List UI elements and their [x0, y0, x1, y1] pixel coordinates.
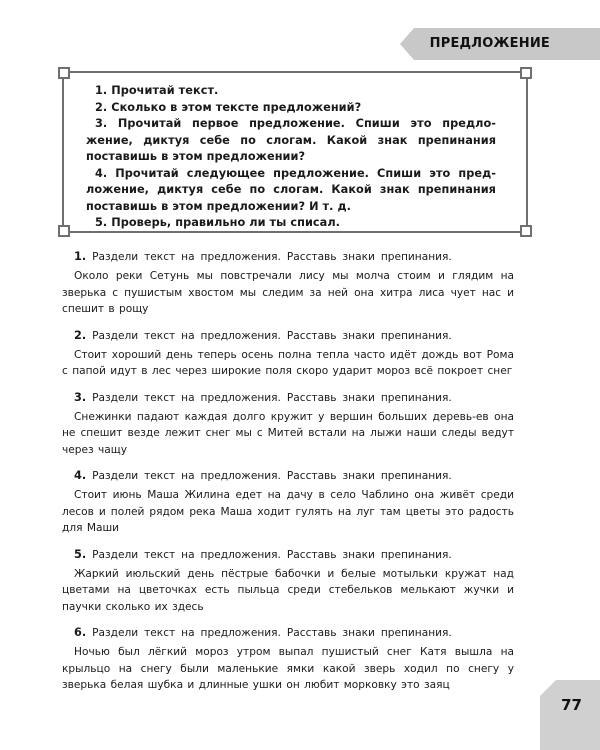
page-number: 77 [561, 696, 582, 714]
instruction-item: 5. Проверь, правильно ли ты списал. [95, 216, 341, 229]
instruction-item: 3. Прочитай первое предложение. Спиши это предло-жение, диктуя себе по слогам. Какой знак препинания поставишь в этом предложении? [86, 117, 496, 163]
exercise-number: 5. [74, 547, 87, 561]
exercise-number: 3. [74, 390, 87, 404]
exercise-number: 1. [74, 250, 87, 263]
instruction-item: 1. Прочитай текст. [95, 84, 219, 97]
exercise-task-text: Раздели текст на предложения. Расставь знаки препинания. [92, 548, 452, 561]
exercise [62, 547, 514, 616]
exercise-task [62, 625, 514, 641]
page-number-tab [540, 680, 600, 750]
frame-corner-decoration [520, 67, 532, 79]
exercise-text: Стоит июнь Маша Жилина едет на дачу в село Чаблино она живёт среди лесов и полей рядом река Маша ходит гулять на луг там цветы это радость для Маши [62, 489, 514, 534]
exercise [62, 390, 514, 459]
exercise-text: Ночью был лёгкий мороз утром выпал пушистый снег Катя вышла на крыльцо на снегу были маленькие ямки какой зверь ходил по снегу у зверька белая шубка и длинные ушки он любит морковку это заяц [62, 646, 514, 691]
exercise-text: Жаркий июльский день пёстрые бабочки и белые мотыльки кружат над цветами на цветочках есть пыльца среди стебельков мелькают жучки и паучки сколько их здесь [62, 567, 514, 613]
exercises-section [62, 249, 514, 704]
frame-corner-decoration [58, 225, 70, 237]
instructions-list [86, 83, 496, 232]
instruction-item: 2. Сколько в этом тексте предложений? [95, 100, 362, 114]
exercise [62, 249, 514, 318]
exercise-text: Снежинки падают каждая долго кружит у вершин больших деревь-ев она не спешит везде лежит снег мы с Митей встали на лыжи наши следы ведут через чащу [62, 410, 514, 456]
exercise-text: Стоит хороший день теперь осень полна тепла часто идёт дождь вот Рома с папой идут в лес через широкие поля скоро ударит мороз всё покроет снег [62, 348, 514, 377]
exercise-text: Около реки Сетунь мы повстречали лису мы молча стоим и глядим на зверька с пушистым хвостом мы следим за ней она хитра лиса чует нас и спешит в рощу [62, 270, 514, 315]
exercise [62, 625, 514, 694]
frame-corner-decoration [520, 225, 532, 237]
exercise-task [62, 468, 514, 484]
exercise-task [62, 249, 514, 265]
exercise-task [62, 328, 514, 344]
section-title: ПРЕДЛОЖЕНИЕ [429, 36, 550, 51]
frame-corner-decoration [58, 67, 70, 79]
exercise-task-text: Раздели текст на предложения. Расставь знаки препинания. [92, 470, 452, 482]
exercise-task-text: Раздели текст на предложения. Расставь знаки препинания. [92, 627, 452, 639]
exercise-task [62, 390, 514, 406]
exercise-number: 6. [74, 626, 87, 639]
exercise [62, 468, 514, 537]
exercise-number: 2. [74, 328, 87, 342]
exercise-task-text: Раздели текст на предложения. Расставь знаки препинания. [92, 391, 452, 404]
instruction-item: 4. Прочитай следующее предложение. Спиши это пред-ложение, диктуя себе по слогам. Какой знак препинания поставишь в этом предложении? И т. д. [86, 166, 496, 213]
exercise-task-text: Раздели текст на предложения. Расставь знаки препинания. [92, 329, 452, 342]
exercise-task-text: Раздели текст на предложения. Расставь знаки препинания. [92, 251, 452, 263]
exercise-number: 4. [74, 469, 87, 482]
exercise-task [62, 547, 514, 563]
exercise [62, 328, 514, 380]
instructions-box [62, 71, 528, 233]
